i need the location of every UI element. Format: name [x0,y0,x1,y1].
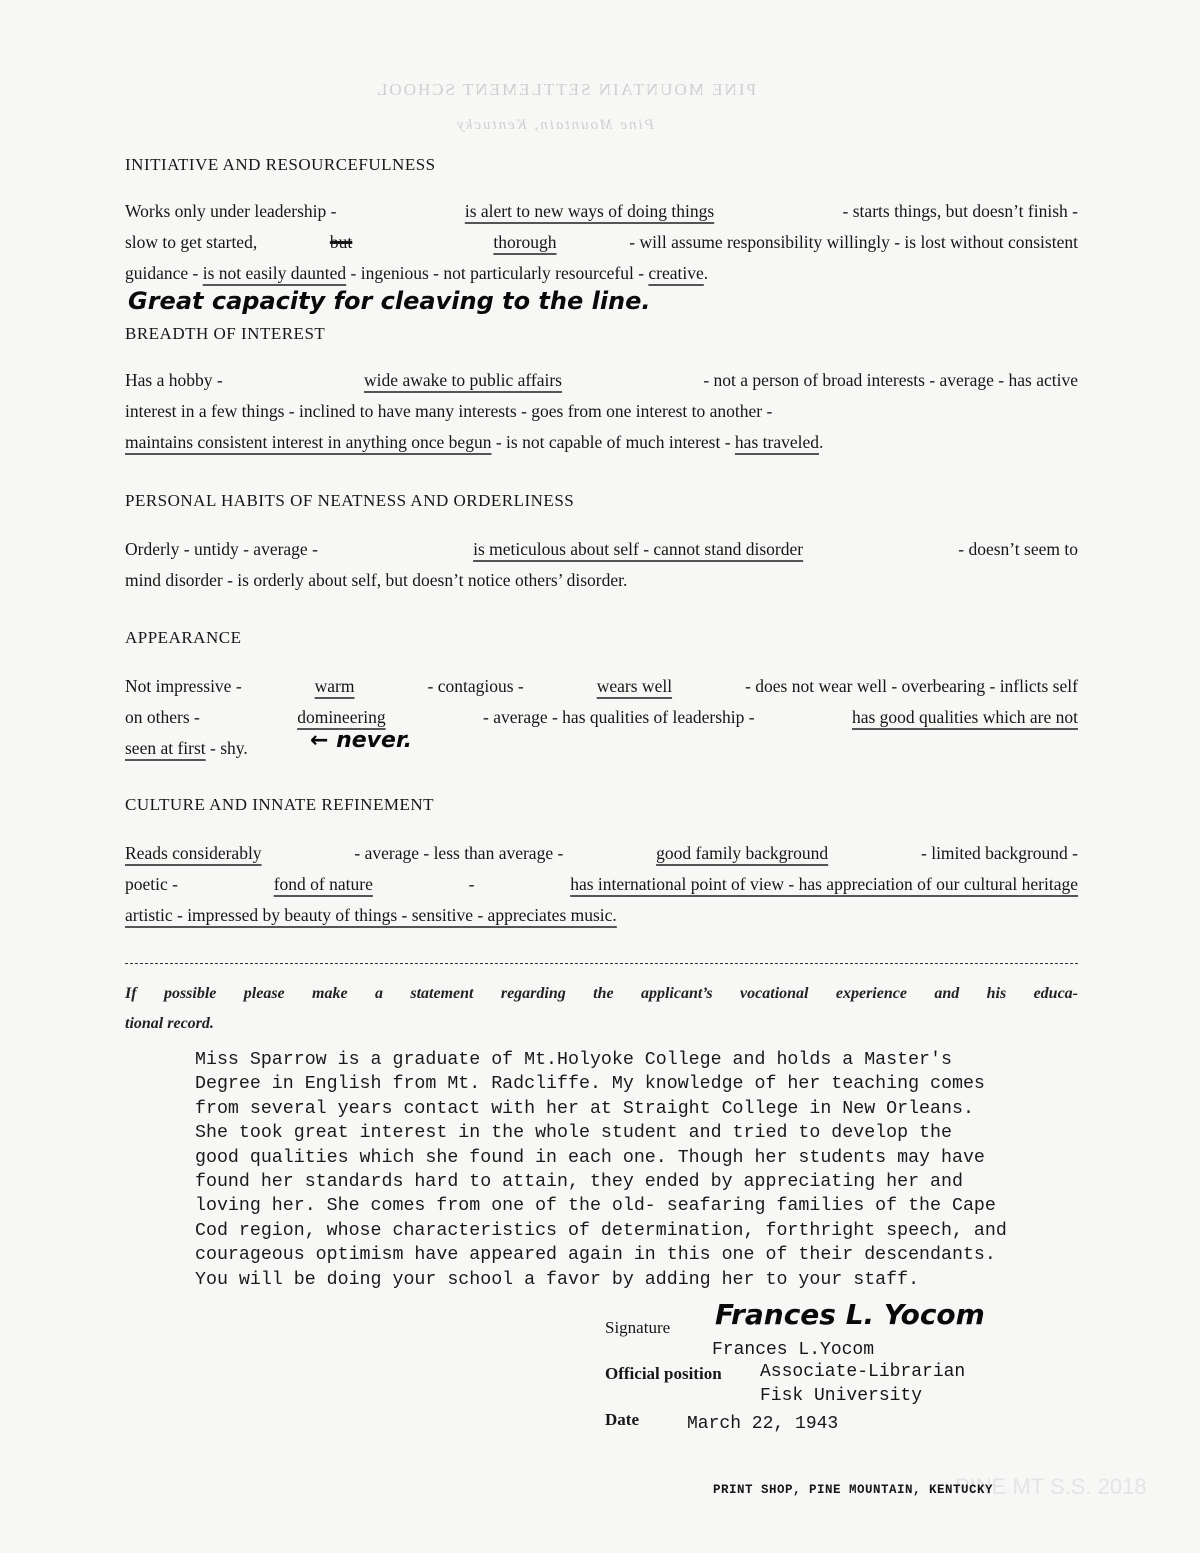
section-heading: BREADTH OF INTEREST [125,324,326,343]
underlined-phrase: wears well [596,676,673,696]
date-value: March 22, 1943 [687,1414,839,1434]
text-segment: - limited background - [916,843,1078,863]
statement-line: loving her. She comes from one of the old- seafaring families of the Cape [195,1196,996,1217]
signature-label: Signature [605,1318,671,1337]
text-segment: - does not wear well - overbearing - inflicts self [740,676,1078,696]
underlined-phrase: wide awake to public affairs [364,370,562,390]
text-segment: poetic - [125,874,183,894]
dashed-divider [125,963,1078,964]
section-line [125,401,1078,422]
text-segment: - contagious - [423,676,529,696]
section-line [125,263,1078,284]
statement-line: good qualities which she found in each one. Though her students may have [195,1147,985,1168]
date-label: Date [605,1410,639,1429]
statement-line: found her standards hard to attain, they ended by appreciating her and [195,1172,963,1193]
text-segment: Not impressive - [125,676,247,696]
underlined-phrase: has good qualities which are not [851,707,1078,727]
text-segment: Has a hobby - [125,370,228,390]
typed-statement [195,1048,1007,1292]
section-line [125,738,1078,759]
underlined-phrase: good family background [656,843,829,863]
position-institution: Fisk University [760,1386,923,1406]
text-segment: - average - less than average - [350,843,568,863]
underlined-phrase: fond of nature [273,874,373,894]
bleed-through-place: Pine Mountain, Kentucky [455,117,654,133]
underlined-phrase: seen at first [125,738,206,758]
underlined-phrase: domineering [297,707,386,727]
statement-line: from several years contact with her at Straight College in New Orleans. [195,1098,974,1119]
prompt-line-2: tional record. [125,1015,214,1032]
text-segment [421,232,425,253]
print-shop-footer: PRINT SHOP, PINE MOUNTAIN, KENTUCKY [713,1483,994,1497]
statement-line: She took great interest in the whole student and tried to develop the [195,1123,952,1144]
text-segment: - shy. [205,738,248,758]
section-line [125,843,1078,864]
text-segment: . [818,432,824,452]
underlined-phrase: thorough [493,232,557,252]
section-line [125,707,1078,728]
statement-line: Degree in English from Mt. Radcliffe. My knowledge of her teaching comes [195,1074,985,1095]
underlined-phrase: has traveled [734,432,819,452]
section-line [125,370,1078,391]
section-line [125,432,1078,453]
text-segment: - will assume responsibility willingly - is lost without consistent [624,232,1078,252]
text-segment: - is not capable of much interest - [491,432,735,452]
position-title: Associate-Librarian [760,1362,966,1382]
underlined-phrase: is meticulous about self - cannot stand disorder [473,539,804,559]
underlined-phrase: warm [314,676,355,696]
text-segment: mind disorder - is orderly about self, but doesn’t notice others’ disorder. [125,570,628,590]
underlined-phrase: creative [648,263,704,283]
text-segment: - [464,874,479,894]
text-segment: . [703,263,709,283]
statement-line: You will be doing your school a favor by adding her to your staff. [195,1269,920,1290]
handwritten-signature: Frances L. Yocom [715,1298,985,1331]
section-heading: CULTURE AND INNATE REFINEMENT [125,795,435,814]
text-segment: - ingenious - not particularly resourceful - [346,263,649,283]
section-heading: PERSONAL HABITS OF NEATNESS AND ORDERLINESS [125,491,575,510]
text-segment: - doesn’t seem to [953,539,1078,559]
text-segment: Works only under leadership - [125,201,341,221]
section-line [125,874,1078,895]
underlined-phrase: is not easily daunted [202,263,347,283]
underlined-phrase: maintains consistent interest in anything once begun [125,432,492,452]
text-segment: - starts things, but doesn’t finish - [838,201,1078,221]
watermark: PINE MT S.S. 2018 [955,1474,1147,1499]
text-segment: slow to get started, [125,232,262,252]
section-line [125,539,1078,560]
section-line [125,905,1078,926]
text-segment: - average - has qualities of leadership - [478,707,759,727]
section-line [125,570,1078,591]
section-line [125,232,1078,253]
text-segment: Orderly - untidy - average - [125,539,323,559]
text-segment: on others - [125,707,205,727]
official-position-label: Official position [605,1364,722,1383]
handwritten-note-appearance: ← never. [310,728,413,753]
underlined-phrase: is alert to new ways of doing things [464,201,715,221]
statement-line: Cod region, whose characteristics of determination, forthright speech, and [195,1220,1007,1241]
struck-word: but [329,232,353,252]
section-line [125,676,1078,697]
section-line [125,201,1078,222]
prompt-line-1: If possible please make a statement regarding the applicant’s vocational experience and his educa- [125,985,1078,1002]
underlined-phrase: artistic - impressed by beauty of things - sensitive - appreciates music. [125,905,617,925]
text-segment: guidance - [125,263,203,283]
statement-line: Miss Sparrow is a graduate of Mt.Holyoke College and holds a Master's [195,1050,952,1070]
text-segment: interest in a few things - inclined to have many interests - goes from one interest to another - [125,401,773,421]
section-heading: APPEARANCE [125,628,242,647]
section-heading: INITIATIVE AND RESOURCEFULNESS [125,155,436,174]
typed-name: Frances L.Yocom [712,1340,875,1360]
handwritten-note-initiative: Great capacity for cleaving to the line. [128,287,651,315]
statement-line: courageous optimism have appeared again in this one of their descendants. [195,1245,996,1266]
bleed-through-school-name: PINE MOUNTAIN SETTLEMENT SCHOOL [375,80,756,99]
underlined-phrase: has international point of view - has appreciation of our cultural heritage [570,874,1078,894]
underlined-phrase: Reads considerably [125,843,262,863]
text-segment: - not a person of broad interests - average - has active [698,370,1078,390]
